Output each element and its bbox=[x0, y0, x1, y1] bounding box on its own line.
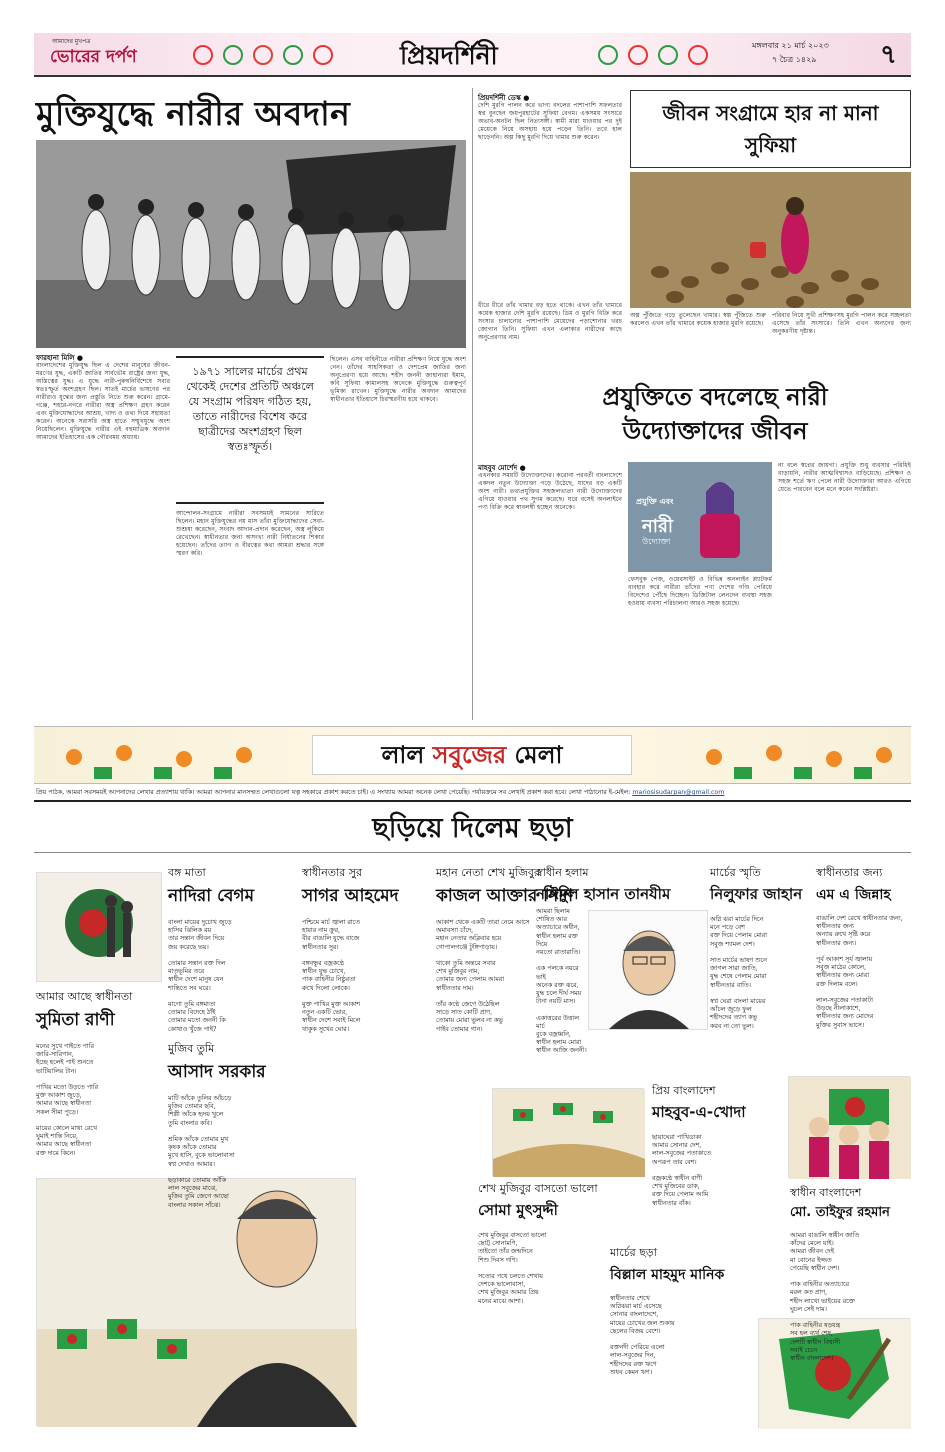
illus-freedom-fighters-flag bbox=[36, 872, 162, 982]
poems-section-title: ছড়িয়ে দিলেম ছড়া bbox=[372, 813, 573, 844]
illus-label-2: নারী bbox=[642, 516, 674, 537]
poem-title: স্বাধীনতার সুর bbox=[302, 866, 363, 879]
poem-title: মার্চের স্মৃতি bbox=[710, 866, 761, 879]
poem-8 bbox=[168, 1040, 348, 1225]
lal-sobujer-mela-banner bbox=[34, 726, 911, 784]
poem-1 bbox=[168, 864, 296, 1063]
poem-author: সুমিতা রাণী bbox=[36, 1010, 115, 1030]
tech-illustration bbox=[628, 462, 772, 572]
poem-10 bbox=[478, 1180, 608, 1432]
poem-title: স্বাধীন বাংলাদেশ bbox=[790, 1186, 862, 1199]
sufia-caption-2: পরিবার নিয়ে সুখী প্রশিক্ষণসহ মুরগি পালন করে সচ্ছলতা এসেছে তাঁর সংসারে। তিনি এখন অন্যদের জন্য অনুকরণীয় দৃষ্টান্ত। bbox=[772, 312, 911, 335]
lead-column-2: আন্দোলন-সংগ্রামে নারীরা সবসময়ই সামনের সারিতে ছিলেন। মহান মুক্তিযুদ্ধের নয় মাস তাঁরা মুক্তিযোদ্ধাদের সেবা-শুশ্রূষা করেছেন, সংবাদ আদান-প্রদান করেছেন, অস্ত্র লুকিয়ে রেখেছেন। স্বাধীনতার জন্য অসংখ্য নারী নির্যাতনের শিকার হয়েছেন। তাঁদের ত্যাগ ও বীরত্বের কথা আমরা শ্রদ্ধার সঙ্গে স্মরণ করি। bbox=[176, 510, 324, 557]
tech-byline: মাহবুব মোর্শেদ ● bbox=[478, 463, 526, 472]
poem-text: আকাশ থেকে একটি তারা নেমে আসে অমাবস্যা চাঁদে, মহান নেতার অক্লিবার হয়ে গোপালগঞ্জে টুঙ্গিপাড়ায়। থাকো তুমি অন্তরে সবার শেখ মুজিবুর নাম, তোমার জন্য পেলাম আমরা স্বাধীনতার দাম। তাঁর কণ্ঠে জেগে উঠেছিল সাড়ে সাত কোটি প্রাণ, তোমায় মোরা ভুলব না কভু গাইব তোমার গান। bbox=[436, 919, 530, 1033]
poem-title: বঙ্গ মাতা bbox=[168, 866, 206, 879]
poem-title: আমার আছে স্বাধীনতা bbox=[36, 990, 133, 1003]
poem-title: মহান নেতা শেখ মুজিবুর bbox=[436, 866, 541, 879]
poem-text: ছায়াঘেরা পাখিডাকা আমার সোনার দেশ, লাল-সবুজের পতাকাতে অপরূপ তার বেশ। বজ্রকণ্ঠে স্বাধীন বাণী শেখ মুজিবের ডাক, রক্ত দিয়ে পেলাম আমি স্বাধীনতার বাঁক। bbox=[652, 1134, 711, 1207]
poem-text: বাংলা মায়ের দুচোখ জুড়ে হাসির ঝিলিক রয় তার সন্তান জীবন দিয়ে জয় করেছে ভয়। তোমার সন্তান রক্ত দিল মাতৃভূমির তরে স্বাধীন দেশে মানুষ যেন শান্তিতে সব ঘরে। মাগো তুমি বঙ্গমাতা তোমার বিদেহে ঠাঁই তোমার মতো জননী কি কোথাও খুঁজে পাই? bbox=[168, 919, 232, 1033]
publication-logo: ভোরের দর্পণ bbox=[50, 47, 137, 67]
lead-photo-women-fighters bbox=[36, 140, 466, 348]
illus-procession-flags bbox=[492, 1088, 644, 1176]
masthead-date-bangla: ৭ চৈত্র ১৪২৯ bbox=[772, 55, 817, 64]
poem-11 bbox=[610, 1244, 754, 1437]
poem-author: এম এ জিন্নাহ bbox=[816, 887, 891, 903]
illus-label-1: প্রযুক্তি এবং bbox=[636, 497, 674, 506]
poem-text: স্বাধীনতার শেখে অগ্নিঝরা মার্চ এসেছে সোনার বাংলাদেশে, মায়ের চোখের জল শুকায় ছেলের বিজয় বেশে। রক্তনদী পেরিয়ে এলো লাল-সবুজের দিন, শহীদদের রক্ত ঋণে শুধব কেমন ঋণ। bbox=[610, 1295, 675, 1376]
poem-text: শেখ মুজিবুর বাসতো ভালো ছোট্ট সোনামণি, তাইতো তাঁর জন্মদিনে শিশু দিবস গণি। সত্যের পথে চলতে শেখায় দেশকে ভালোবাসা, শেখ মুজিবুর আমার প্রিয় মনের মাঝে আশা। bbox=[478, 1232, 547, 1305]
poem-author: সোমা মুৎসুদ্দী bbox=[478, 1201, 558, 1219]
illus-bangabandhu-portrait bbox=[588, 910, 708, 1030]
poem-text: আমরা বাঙালি স্বাধীন জাতি কাঁদের মেলে যাই। আমরা জীবন দেই মা বোনের ইজ্জত পেয়েছি স্বাধীন দেশ। পাক বাহিনীর অত্যাচারে মরল কত প্রাণ, শহীদ লাখো ভাইয়ের রক্তে ঘুচল সেই দাম। পাক বাহিনীর ষড়যন্ত্র সব হল ব্যর্থ শেষ, দেশটি স্বাধীন বিশ্বাসী সবাই চেনে স্বাধীন বাংলাদেশ। bbox=[790, 1232, 860, 1363]
poem-author: সাগর আহমেদ bbox=[302, 886, 399, 906]
column-divider bbox=[472, 88, 473, 720]
pullquote-text: ১৯৭১ সালের মার্চের প্রথম থেকেই দেশের প্রতিটি অঞ্চলে যে সংগ্রাম পরিষদ গঠিত হয়, তাতে নারীদের বিশেষ করে ছাত্রীদের অংশগ্রহণ ছিল স্বতঃস্ফূর্ত। bbox=[186, 365, 314, 453]
poem-5 bbox=[710, 864, 810, 1094]
banner-title-green: সবুজের bbox=[432, 741, 507, 769]
section-rule bbox=[34, 800, 911, 802]
notice-email-link[interactable]: mariosisudarpan@gmail.com bbox=[632, 789, 725, 796]
illus-label-3: উদ্যোক্তা bbox=[642, 537, 671, 546]
tech-column-2: ফেসবুক পেজ, ওয়েবসাইট ও বিভিন্ন অনলাইন প্ল্যাটফর্ম ব্যবহার করে নারীরা তাঁদের পণ্য দেশের গণ্ডি পেরিয়ে বিদেশেও পৌঁছে দিচ্ছেন। ডিজিটাল লেনদেন ব্যবস্থা সহজ হওয়ায় ব্যবসা পরিচালনা আরও সহজ হয়েছে। bbox=[628, 576, 772, 607]
poem-text: বাঙালি দেশ রেখে স্বাধীনতার জন্য, স্বাধীনতার জন্য অন্যায় রুখে সৃষ্টি করে স্বাধীনতার জন্য। পূর্ব আকাশ সূর্য জ্বালায় সবুজ মাঠের কোলে, স্বাধীনতার জন্য মোরা রক্ত দিলাম বলে। লাল-সবুজের পতাকাটা উড়ছে নীলাকাশে, স্বাধীনতার জন্য মোদের মুক্তির সুবাস ভাসে। bbox=[816, 915, 903, 1029]
sufia-intro: দেশি মুরগি পালন করে ভাগ্য বদলের পাশাপাশি সফলতার স্বপ্ন বুনছেন জয়পুরহাটের সুফিয়া বেগম। একসময় সংসারে অভাব-অনটন ছিল নিত্যসঙ্গী। স্বামী মারা যাওয়ার পর দুই মেয়েকে নিয়ে অসহায় হয়ে পড়েন তিনি। তবে হাল ছাড়েননি। অল্প কিছু মুরগি দিয়ে খামার শুরু করেন। bbox=[478, 102, 622, 141]
sufia-body: ধীরে ধীরে তাঁর খামার বড় হতে থাকে। এখন তাঁর খামারে কয়েক হাজার দেশি মুরগি রয়েছে। ডিম ও মুরগি বিক্রি করে সংসার চালানোর পাশাপাশি মেয়েদের পড়াশোনার খরচ জোগান তিনি। সুফিয়া এখন এলাকার নারীদের কাছে অনুপ্রেরণার নাম। bbox=[478, 302, 622, 341]
poem-title: স্বাধীন হলাম bbox=[536, 866, 589, 879]
decor-left-flourish bbox=[185, 38, 355, 72]
lead-byline: ফারহানা মিলি ● bbox=[36, 353, 84, 362]
poem-2 bbox=[302, 864, 430, 1063]
masthead-date: মঙ্গলবার ২১ মার্চ ২০২৩ bbox=[752, 41, 829, 50]
banner-title-red: লাল bbox=[381, 741, 425, 769]
poem-title: মুজিব তুমি bbox=[168, 1042, 215, 1055]
banner-title-end: মেলা bbox=[514, 741, 563, 769]
sufia-caption-1: অল্প পুঁজিতে গড়ে তুলেছেন খামার। স্বল্প পুঁজিতে শুরু করলেও এখন তাঁর খামারে কয়েক হাজার মুরগি রয়েছে। bbox=[630, 312, 766, 327]
poem-title: প্রিয় বাংলাদেশ bbox=[652, 1084, 716, 1097]
poem-author: বিল্লাল মাহমুদ মানিক bbox=[610, 1267, 725, 1283]
poems-title-rule bbox=[34, 852, 911, 853]
poem-7 bbox=[36, 988, 162, 1203]
poem-text: মনের সুখে গাইতে পারি জারি-সারিগান, ইচ্ছে হলেই পাই শুনতে ভাটিয়ালির টান। পাখির মতো উড়তে পারি মুক্ত আকাশ জুড়ে, আমার আছে স্বাধীনতা সকল সীমা পুড়ে। মায়ের কোলে মাথা রেখে ঘুমাই শান্তি নিয়ে, আমার আছে স্বাধীনতা রক্ত দামে কিনে। bbox=[36, 1043, 99, 1157]
sufia-headline-box bbox=[630, 90, 911, 168]
poem-author: নিলুফার জাহান bbox=[710, 885, 803, 903]
tech-column-1: এখনকার সময়টি উদ্যোক্তাদের। করোনা পরবর্তী বাংলাদেশে একদল নতুন উদ্যোক্তা গড়ে উঠেছে, যাদের বড় একটি অংশ নারী। তথ্যপ্রযুক্তির সহজলভ্যতা নারী উদ্যোক্তাদের এগিয়ে যাওয়ার পথ সুগম করেছে। ঘরে বসেই অনলাইনে পণ্য বিক্রি করে স্বাবলম্বী হচ্ছেন অনেকে। bbox=[478, 472, 622, 511]
poem-text: মাটি আঁকে তুলির আঁচড়ে মুজিব তোমার ছবি, শিল্পী আঁকে হৃদয় খুলে তুমি বাংলার কবি। শ্রমিক আঁকে তোমার মুখ কৃষক আঁকে তোমার মুখে হাসি, বুকে ভালোবাসা স্বপ্ন দেখাও আমার। ছড়াকারে তোমায় আঁকি লাল সবুজের মাঝে, মুজিব তুমি জেগে আছো বাংলার সকাল সাঁঝে। bbox=[168, 1095, 235, 1209]
lead-headline: মুক্তিযুদ্ধে নারীর অবদান bbox=[36, 94, 351, 133]
submission-notice bbox=[36, 787, 911, 798]
poem-author: মো. তাইফুর রহমান bbox=[790, 1205, 890, 1220]
poem-author: কাজল আক্তার নিশি bbox=[436, 886, 574, 906]
sufia-photo-poultry-farm bbox=[630, 172, 911, 308]
tech-column-3: না বলে স্বপ্নের জায়গা। প্রযুক্তি শুধু ব্যবসার পরিধিই বাড়ায়নি, নারীর আত্মবিশ্বাসও বাড়িয়েছে। প্রশিক্ষণ ও সহজ শর্তে ঋণ পেলে নারী উদ্যোক্তারা আরও এগিয়ে যেতে পারবেন বলে মনে করেন সংশ্লিষ্টরা। bbox=[778, 462, 911, 493]
banner-title bbox=[312, 735, 632, 775]
decor-right-flourish bbox=[590, 38, 740, 72]
poem-6 bbox=[816, 864, 912, 1093]
poem-author: আসাদ সরকার bbox=[168, 1062, 266, 1082]
tech-headline: প্রযুক্তিতে বদলেছে নারী উদ্যোক্তাদের জীবন bbox=[602, 383, 828, 445]
page-number: ৭ bbox=[880, 40, 897, 70]
notice-text: প্রিয় পাঠক, আমরা সবসময়ই আপনাদের লেখার প্রত্যাশায় থাকি। আমরা আপনার মানসম্মত লেখাগুলো যত্ন সহকারে প্রকাশ করতে চাই। এ সংখ্যায় আমরা অনেক লেখা পেয়েছি। পর্যায়ক্রমে সব লেখাই প্রকাশ করা হবে। লেখা পাঠানোর ই-মেইল: bbox=[36, 789, 631, 796]
lead-column-1: বাংলাদেশের মুক্তিযুদ্ধ ছিল এ দেশের মানুষের জীবন-মরণের যুদ্ধ, একটি জাতির সার্বভৌম রাষ্ট্রের জন্য যুদ্ধ, অস্তিত্বের যুদ্ধ। এ যুদ্ধে নারী-পুরুষনির্বিশেষে সবার স্বতঃস্ফূর্ত অংশগ্রহণ ছিল। সাতই মার্চের ভাষণের পর নারীরাও যুদ্ধের জন্য প্রস্তুতি নিতে শুরু করেন। গ্রামে-গঞ্জে, শহরে-নগরে নারীরা অস্ত্র প্রশিক্ষণ গ্রহণ করেন এবং মুক্তিযোদ্ধাদের আশ্রয়, খাদ্য ও তথ্য দিয়ে সহায়তা করেন। অনেকে সরাসরি অস্ত্র হাতে সম্মুখযুদ্ধে অংশ নিয়েছিলেন। মুক্তিযুদ্ধে নারীর এই বহুমাত্রিক অবদান আমাদের ইতিহাসের এক গৌরবময় অধ্যায়। bbox=[36, 362, 170, 441]
sufia-byline: প্রিয়দর্শিনী ডেস্ক ● bbox=[478, 93, 530, 102]
poem-text: পশ্চিমে মার্চ জ্বালা রাতে হায়ার নাম ক্রুর, বীর বাঙালি যুদ্ধে বাজে স্বাধীনতার সুর। বঙ্গবন্ধুর বজ্রকণ্ঠে স্বাধীন যুদ্ধ চোখে, পাক বাহিনীর নিষ্ঠুরতা রুখে দিলো লোকে। মুক্ত পাখির মুক্ত আকাশ নতুন একটি ভোর, স্বাধীন দেশে সবাই মিলে থাকুক সুখের ঘোর। bbox=[302, 919, 361, 1033]
poem-author: নাঈমুল হাসান তানযীম bbox=[536, 885, 671, 903]
sufia-headline: জীবন সংগ্রামে হার না মানা সুফিয়া bbox=[662, 101, 879, 157]
poem-title: মার্চের ছড়া bbox=[610, 1246, 657, 1259]
publication-logo-tag: আমাদের মুখপত্র bbox=[52, 38, 91, 45]
lead-pullquote bbox=[176, 356, 324, 504]
poem-author: নাদিরা বেগম bbox=[168, 886, 255, 906]
poem-4-text: আমরা ছিলাম শোষিত আর অত্যাচারে অধীন, স্বাধীন হলাম রক্ত দিয়ে নয়তো রাতারাতি। এক পলকে নয়রে ভাই অনেক রক্ত ঝরে, যুদ্ধ চলে দীর্ঘ সময় টানা নয়টি মাস। একাত্তরের উত্তাল মার্চ বুকে বজ্রধ্বনি, স্বাধীন হলাম মোরা স্বাধীন আজি জননী। bbox=[536, 908, 587, 1055]
poem-text: অগ্নি ঝরা মার্চের দিনে মনে পড়ে বেশ রক্ত দিয়ে পেলাম মোরা সবুজ শ্যামল দেশ। সাত মার্চের ভাষণ শুনে জাগল সারা জাতি, যুদ্ধ শেষে পেলাম মোরা স্বাধীনতার বাতি। স্বপ্ন ঘেরা বাংলা মায়ের আঁচল জুড়ে ফুল শহীদদের ত্যাগ কভু করব না তো ভুল। bbox=[710, 916, 767, 1030]
poem-12 bbox=[790, 1184, 912, 1363]
poem-4 bbox=[536, 864, 706, 908]
lead-column-3: ছিলেন। এসব বাহিনীতে নারীরা প্রশিক্ষণ নিয়ে যুদ্ধে অংশ নেন। তাঁদের সাহসিকতা ও দেশপ্রেম জাতির জন্য অনুপ্রেরণা হয়ে আছে। শহীদ জননী জাহানারা ইমাম, কবি সুফিয়া কামালসহ অনেকে মুক্তিযুদ্ধে গুরুত্বপূর্ণ ভূমিকা রাখেন। মুক্তিযুদ্ধে নারীর অবদান আমাদের স্বাধীনতার ইতিহাসে চিরস্মরণীয় হয়ে থাকবে। bbox=[330, 356, 466, 403]
poem-title: স্বাধীনতার জন্য bbox=[816, 866, 883, 879]
poem-title: শেখ মুজিবুর বাসতো ভালো bbox=[478, 1182, 598, 1195]
poem-author: মাহবুব-এ-খোদা bbox=[652, 1103, 746, 1121]
supplement-title: প্রিয়দর্শিনী bbox=[400, 41, 498, 70]
